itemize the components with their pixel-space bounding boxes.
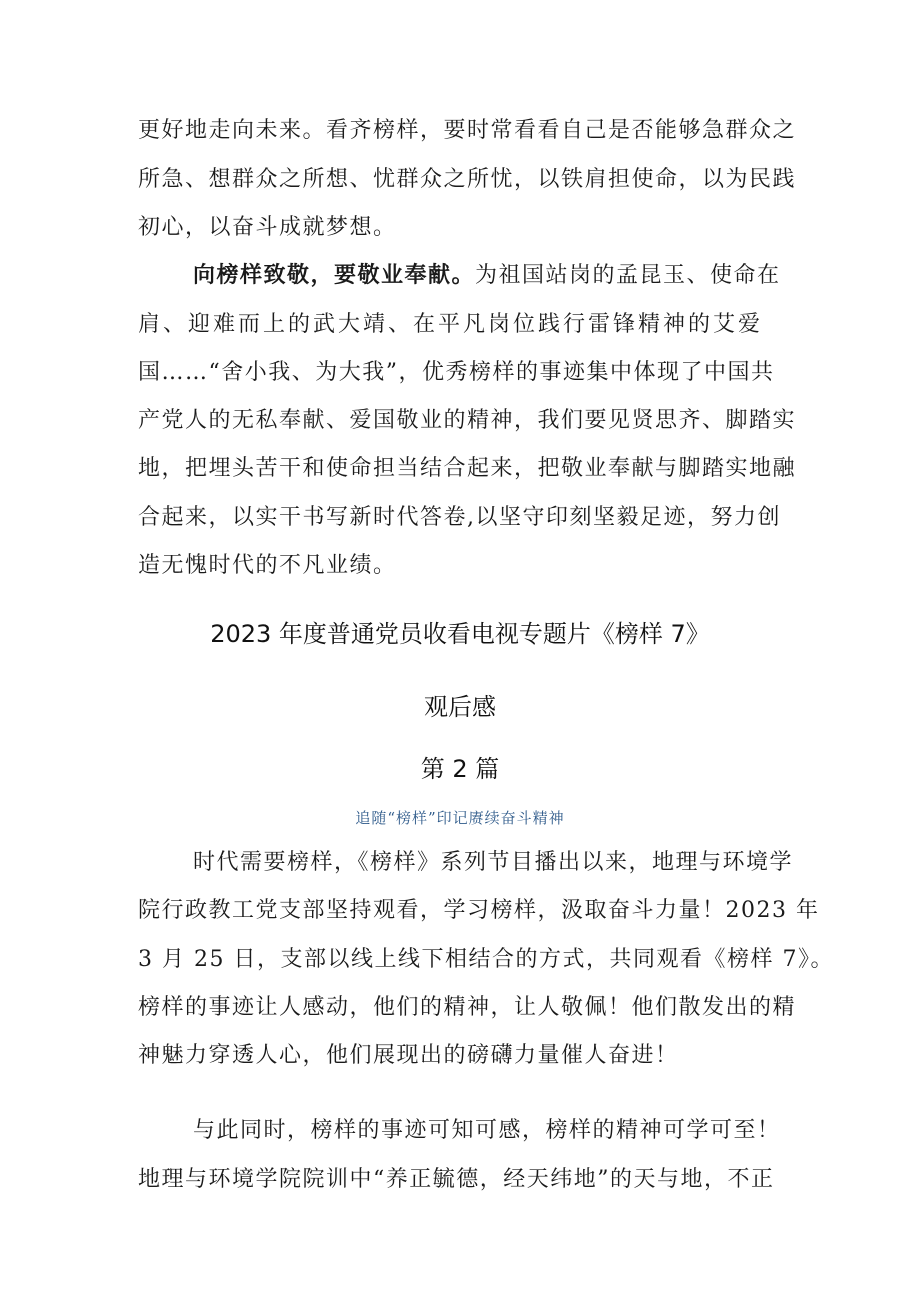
paragraph-line: 神魅力穿透人心，他们展现出的磅礴力量催人奋进！ xyxy=(138,1043,679,1068)
paragraph-lead-rest: 为祖国站岗的孟昆玉、使命在 xyxy=(475,263,781,288)
paragraph-line: 造无愧时代的不凡业绩。 xyxy=(138,553,397,578)
part-heading: 第 2 篇 xyxy=(420,755,500,783)
paragraph-line: 时代需要榜样，《榜样》系列节目播出以来，地理与环境学 xyxy=(193,850,794,875)
paragraph-lead xyxy=(193,262,781,290)
paragraph-line: 院行政教工党支部坚持观看，学习榜样，汲取奋斗力量！2023 年 xyxy=(138,898,820,923)
document-title: 2023 年度普通党员收看电视专题片《榜样 7》 xyxy=(210,620,710,648)
paragraph-line: 初心，以奋斗成就梦想。 xyxy=(138,215,397,240)
article-subtitle: 追随“榜样”印记赓续奋斗精神 xyxy=(355,809,565,827)
document-title-line2: 观后感 xyxy=(424,693,496,721)
paragraph-line: 地，把埋头苦干和使命担当结合起来，把敬业奉献与脚踏实地融 xyxy=(138,456,797,481)
paragraph-line: 肩、迎难而上的武大靖、在平凡岗位践行雷锋精神的艾爱 xyxy=(138,312,764,337)
paragraph-line: 国……“舍小我、为大我”，优秀榜样的事迹集中体现了中国共 xyxy=(138,360,775,385)
paragraph-line: 更好地走向未来。看齐榜样，要时常看看自己是否能够急群众之 xyxy=(138,118,797,143)
paragraph-line: 地理与环境学院院训中“养正毓德，经天纬地”的天与地，不正 xyxy=(138,1167,775,1192)
paragraph-line: 产党人的无私奉献、爱国敬业的精神，我们要见贤思齐、脚踏实 xyxy=(138,408,797,433)
paragraph-line: 3 月 25 日，支部以线上线下相结合的方式，共同观看《榜样 7》。 xyxy=(138,947,834,972)
paragraph-line: 合起来，以实干书写新时代答卷,以坚守印刻坚毅足迹，努力创 xyxy=(138,505,781,530)
paragraph-line: 所急、想群众之所想、忧群众之所忧，以铁肩担使命，以为民践 xyxy=(138,167,797,192)
paragraph-lead-bold: 向榜样致敬，要敬业奉献。 xyxy=(193,263,476,288)
paragraph-line: 与此同时，榜样的事迹可知可感，榜样的精神可学可至！ xyxy=(193,1118,781,1143)
paragraph-line: 榜样的事迹让人感动，他们的精神，让人敬佩！他们散发出的精 xyxy=(138,995,797,1020)
